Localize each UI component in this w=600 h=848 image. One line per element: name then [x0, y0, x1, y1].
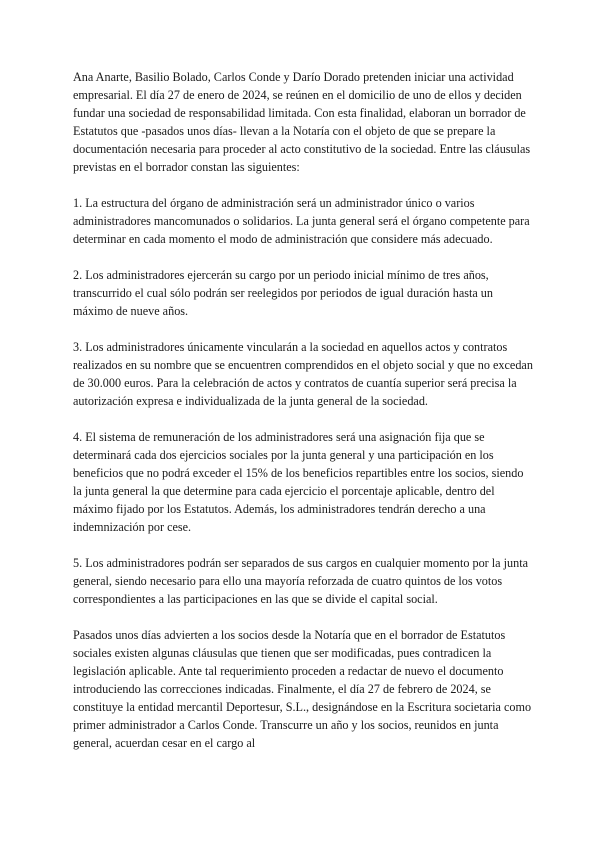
clause-5-paragraph: 5. Los administradores podrán ser separados de sus cargos en cualquier momento por la junta general, siendo necesario para ello una mayoría reforzada de cuatro quintos de los votos correspondientes a las participaciones en las que se divide el capital social. — [73, 556, 528, 606]
closing-paragraph: Pasados unos días advierten a los socios desde la Notaría que en el borrador de Estatutos sociales existen algunas cláusulas que tienen que ser modificadas, pues contradicen la legislación aplicable. Ante tal requerimiento proceden a redactar de nuevo el documento introduciendo las correcciones indicadas. Finalmente, el día 27 de febrero de 2024, se constituye la entidad mercantil Deportesur, S.L., designándose en la Escritura societaria como primer administrador a Carlos Conde. Transcurre un año y los socios, reunidos en junta general, acuerdan cesar en el cargo al — [73, 628, 532, 750]
clause-3-paragraph: 3. Los administradores únicamente vincularán a la sociedad en aquellos actos y contratos realizados en su nombre que se encuentren comprendidos en el objeto social y que no excedan de 30.000 euros. Para la celebración de actos y contratos de cuantía superior será precisa la autorización expresa e individualizada de la junta general de la sociedad. — [73, 340, 533, 408]
document-body — [73, 68, 533, 752]
clause-4-paragraph: 4. El sistema de remuneración de los administradores será una asignación fija que se determinará cada dos ejercicios sociales por la junta general y una participación en los beneficios que no podrá exceder el 15% de los beneficios repartibles entre los socios, siendo la junta general la que determine para cada ejercicio el porcentaje aplicable, dentro del máximo fijado por los Estatutos. Además, los administradores tendrán derecho a una indemnización por cese. — [73, 430, 524, 534]
clause-2-paragraph: 2. Los administradores ejercerán su cargo por un periodo inicial mínimo de tres años, transcurrido el cual sólo podrán ser reelegidos por periodos de igual duración hasta un máximo de nueve años. — [73, 268, 493, 318]
intro-paragraph: Ana Anarte, Basilio Bolado, Carlos Conde y Darío Dorado pretenden iniciar una actividad empresarial. El día 27 de enero de 2024, se reúnen en el domicilio de uno de ellos y deciden fundar una sociedad de responsabilidad limitada. Con esta finalidad, elaboran un borrador de Estatutos que -pasados unos días- llevan a la Notaría con el objeto de que se prepare la documentación necesaria para proceder al acto constitutivo de la sociedad. Entre las cláusulas previstas en el borrador constan las siguientes: — [73, 70, 531, 174]
clause-1-paragraph: 1. La estructura del órgano de administración será un administrador único o varios administradores mancomunados o solidarios. La junta general será el órgano competente para determinar en cada momento el modo de administración que considere más adecuado. — [73, 196, 530, 246]
